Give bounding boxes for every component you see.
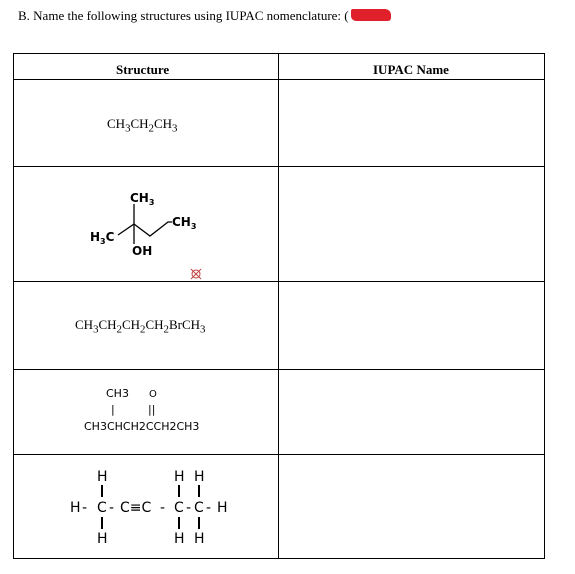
svg-text:C: C xyxy=(97,500,107,516)
svg-text:-: - xyxy=(186,500,192,516)
question-text: Name the following structures using IUPAC nomenclature: ( xyxy=(33,8,349,23)
structure-header: Structure xyxy=(116,62,170,77)
atom-icon xyxy=(190,268,202,280)
svg-text:CH3CHCH2CCH2CH3: CH3CHCH2CCH2CH3 xyxy=(84,420,200,433)
svg-text:-: - xyxy=(109,500,115,516)
svg-text:||: || xyxy=(148,403,156,416)
svg-text:H: H xyxy=(97,469,108,485)
svg-text:H3C: $H_3C$ xyxy=(90,230,115,246)
svg-text:OH: OH xyxy=(132,244,153,258)
svg-text:|: | xyxy=(111,403,115,416)
svg-text:-: - xyxy=(160,500,166,516)
redaction-mark xyxy=(351,9,391,21)
lewis-structure xyxy=(70,461,240,553)
svg-text:H: H xyxy=(70,500,81,516)
iupac-name-header: IUPAC Name xyxy=(373,62,449,77)
question-label: B. xyxy=(18,8,30,23)
iupac-answer-cell[interactable] xyxy=(279,167,544,281)
formula-propane: $CH_3CH_2CH_3$ xyxy=(107,116,178,135)
structures-table xyxy=(13,53,545,559)
iupac-answer-cell[interactable] xyxy=(279,370,544,454)
svg-text:H: H xyxy=(174,469,185,485)
svg-text:C≡C: C≡C xyxy=(120,500,152,516)
svg-text:H: H xyxy=(194,469,205,485)
formula-bromo: $CH_3CH_2CH_2CH_2BrCH_3$ xyxy=(75,317,206,336)
svg-text:CH3: $CH_3$ xyxy=(172,215,197,231)
svg-text:H: H xyxy=(217,500,228,516)
svg-text:C: C xyxy=(174,500,184,516)
iupac-answer-cell[interactable] xyxy=(279,282,544,369)
skeletal-structure xyxy=(84,186,214,264)
svg-text:CH3: CH3 xyxy=(106,387,129,400)
iupac-answer-cell[interactable] xyxy=(279,80,544,166)
iupac-answer-cell[interactable] xyxy=(279,455,544,558)
question-heading xyxy=(18,8,391,24)
svg-text:O: O xyxy=(149,389,157,400)
svg-text:C: C xyxy=(194,500,204,516)
svg-text:CH3: $CH_3$ xyxy=(130,191,155,207)
condensed-ketone xyxy=(82,384,222,436)
svg-text:-: - xyxy=(206,500,212,516)
svg-text:H: H xyxy=(194,531,205,547)
svg-text:H: H xyxy=(174,531,185,547)
svg-text:-: - xyxy=(82,500,88,516)
svg-text:H: H xyxy=(97,531,108,547)
